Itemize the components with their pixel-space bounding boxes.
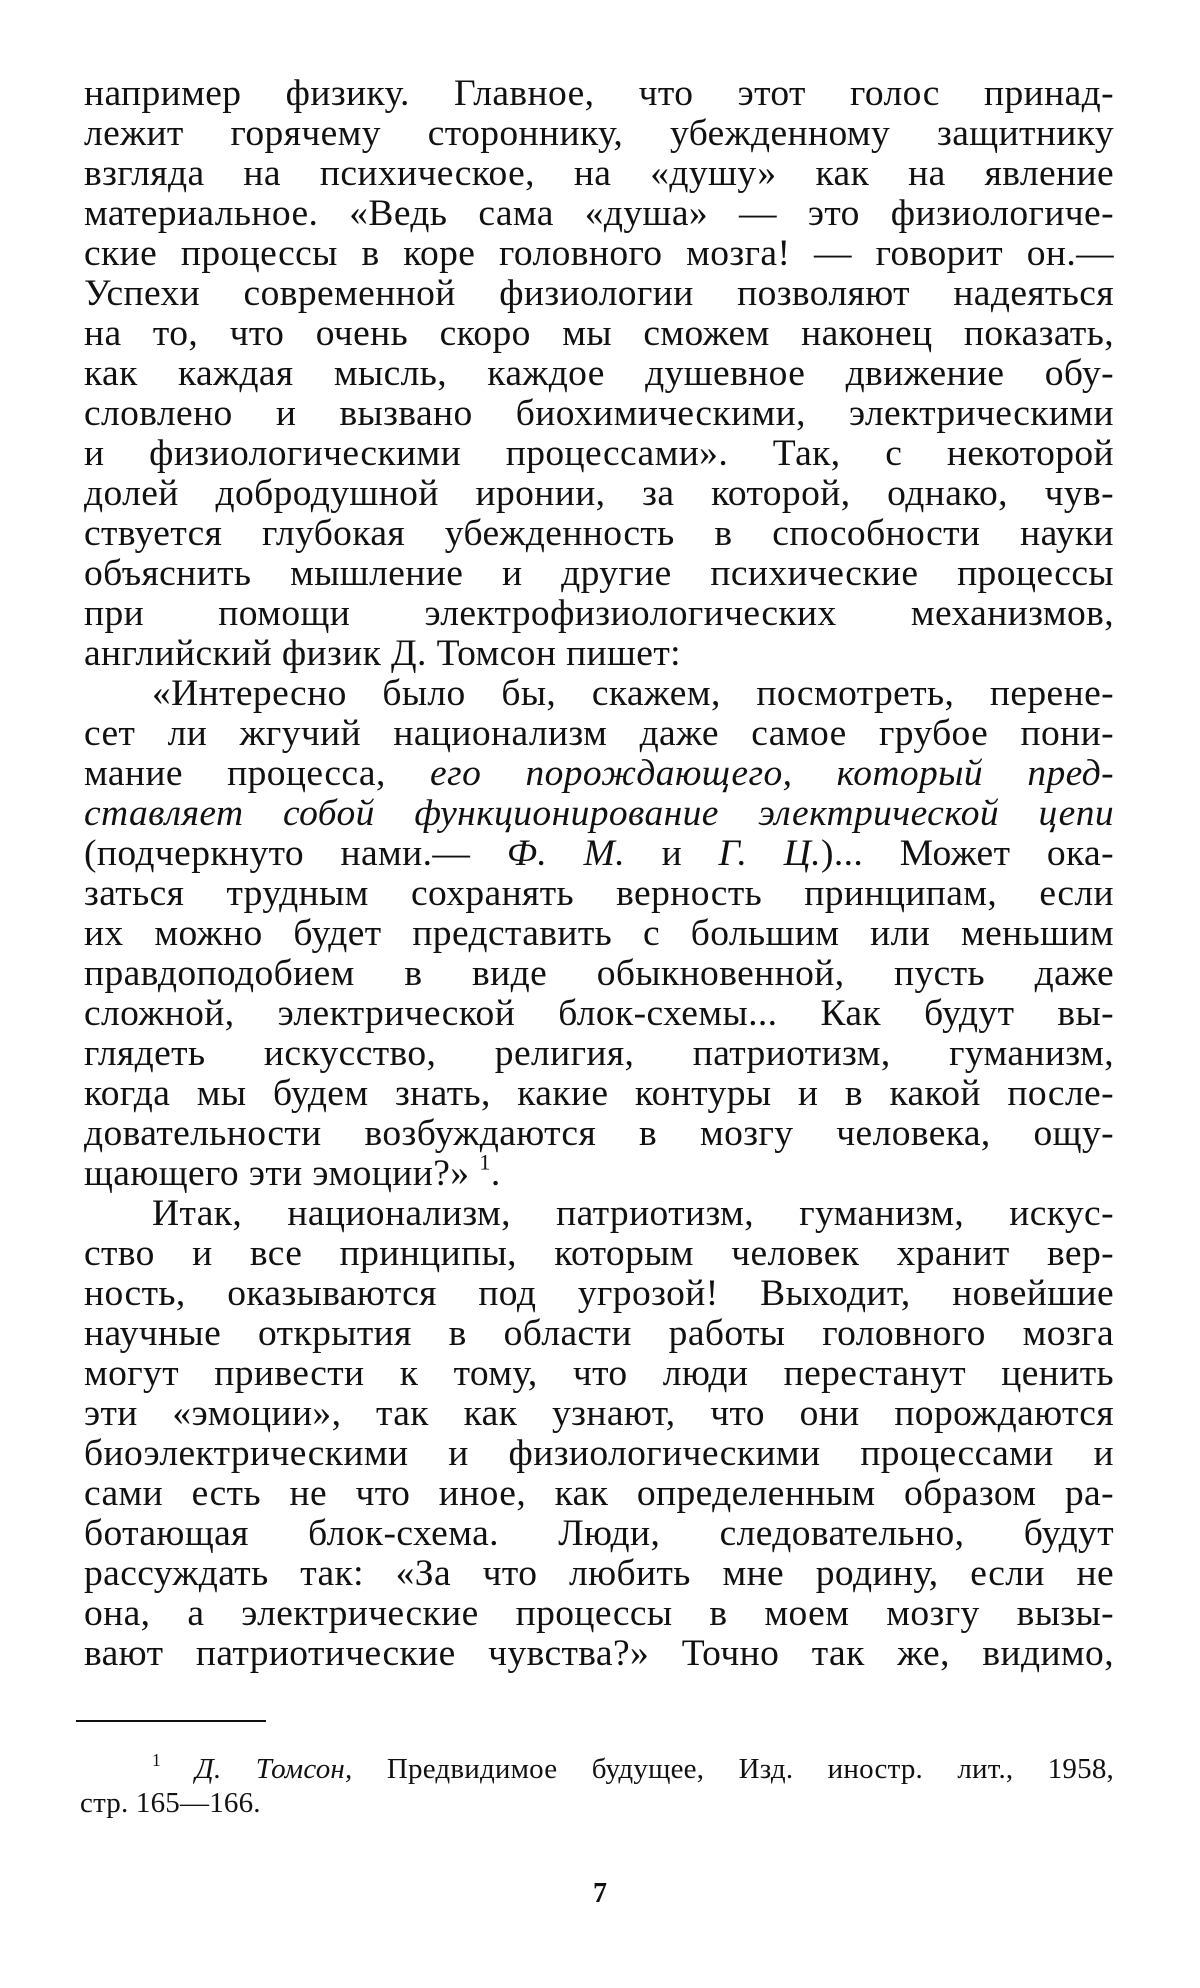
text-line: лежит горячему стороннику, убежденному защитнику	[84, 113, 1114, 154]
text-line: долей добродушной иронии, за которой, однако, чув-	[84, 473, 1114, 514]
text-line: при помощи электрофизиологических механизмов,	[84, 593, 1114, 634]
emphasis-segment: его порождающего, который пред-	[430, 753, 1115, 794]
text-line: Успехи современной физиологии позволяют надеяться	[84, 273, 1114, 314]
text-line: Итак, национализм, патриотизм, гуманизм, искус-	[152, 1193, 1114, 1234]
text-line: сами есть не что иное, как определенным образом ра-	[84, 1473, 1114, 1514]
author-initials: Г. Ц.	[718, 833, 821, 874]
text-line: их можно будет представить с большим или меньшим	[84, 913, 1114, 954]
text-line: она, а электрические процессы в моем мозгу вызы-	[84, 1593, 1114, 1634]
text-line: биоэлектрическими и физиологическими процессами и	[84, 1433, 1114, 1474]
text-line: научные открытия в области работы головного мозга	[84, 1313, 1114, 1354]
text-segment: (подчеркнуто нами.—	[84, 833, 507, 874]
main-text	[84, 74, 1114, 1674]
text-segment: и	[625, 833, 719, 874]
author-initials: Ф. М.	[506, 833, 626, 874]
text-line: «Интересно было бы, скажем, посмотреть, перене-	[152, 673, 1114, 714]
text-line	[84, 794, 1114, 834]
paragraph-3	[84, 1194, 1114, 1674]
paragraph-1	[84, 74, 1114, 674]
text-line: когда мы будем знать, какие контуры и в какой после-	[84, 1073, 1114, 1114]
text-line: например физику. Главное, что этот голос принад-	[84, 73, 1114, 114]
emphasis-segment: ставляет собой функционирование электрической цепи	[84, 793, 1114, 834]
text-line	[84, 1149, 1114, 1194]
text-line: ствуется глубокая убежденность в способности науки	[84, 513, 1114, 554]
text-line: и физиологическими процессами». Так, с некоторой	[84, 433, 1114, 474]
text-line: могут привести к тому, что люди перестанут ценить	[84, 1353, 1114, 1394]
page-number: 7	[593, 1878, 607, 1909]
text-line: ские процессы в коре головного мозга! — говорит он.—	[84, 233, 1114, 274]
text-line: ство и все принципы, которым человек хранит вер-	[84, 1233, 1114, 1274]
footnote-reference: 1	[479, 1149, 491, 1175]
text-line: ботающая блок-схема. Люди, следовательно, будут	[84, 1513, 1114, 1554]
text-line: ность, оказываются под угрозой! Выходит, новейшие	[84, 1273, 1114, 1314]
text-segment: щающего эти эмоции?»	[84, 1153, 470, 1194]
text-line: на то, что очень скоро мы сможем наконец показать,	[84, 313, 1114, 354]
text-line: материальное. «Ведь сама «душа» — это физиологиче-	[84, 193, 1114, 234]
text-segment: мание процесса,	[84, 753, 430, 794]
footnote-source: Предвидимое будущее, Изд. иностр. лит., 1958,	[352, 1753, 1114, 1785]
text-line: правдоподобием в виде обыкновенной, пусть даже	[84, 953, 1114, 994]
text-segment: )... Может ока-	[820, 833, 1114, 874]
text-line: сложной, электрической блок-схемы... Как будут вы-	[84, 993, 1114, 1034]
text-segment: .	[490, 1153, 501, 1194]
text-line: английский физик Д. Томсон пишет:	[84, 633, 681, 674]
footnote	[80, 1749, 1114, 1820]
text-line: эти «эмоции», так как узнают, что они порождаются	[84, 1393, 1114, 1434]
text-line: как каждая мысль, каждое душевное движение обу-	[84, 353, 1114, 394]
text-line: объяснить мышление и другие психические процессы	[84, 553, 1114, 594]
footnote-author: Д. Томсон,	[195, 1753, 353, 1785]
text-line: вают патриотические чувства?» Точно так же, видимо,	[84, 1633, 1114, 1674]
text-line: сет ли жгучий национализм даже самое грубое пони-	[84, 713, 1114, 754]
footnote-marker: 1	[152, 1749, 161, 1770]
text-line: довательности возбуждаются в мозгу человека, ощу-	[84, 1113, 1114, 1154]
paragraph-2-quote	[84, 674, 1114, 1194]
text-line: рассуждать так: «За что любить мне родину, если не	[84, 1553, 1114, 1594]
footnote-divider	[76, 1720, 266, 1722]
text-line	[84, 754, 1114, 794]
text-line	[84, 834, 1114, 874]
text-line: глядеть искусство, религия, патриотизм, гуманизм,	[84, 1033, 1114, 1074]
footnote-line: стр. 165—166.	[80, 1787, 261, 1819]
footnote-line	[80, 1749, 1114, 1786]
text-line: заться трудным сохранять верность принципам, если	[84, 873, 1114, 914]
text-line: взгляда на психическое, на «душу» как на явление	[84, 153, 1114, 194]
text-line: словлено и вызвано биохимическими, электрическими	[84, 393, 1114, 434]
